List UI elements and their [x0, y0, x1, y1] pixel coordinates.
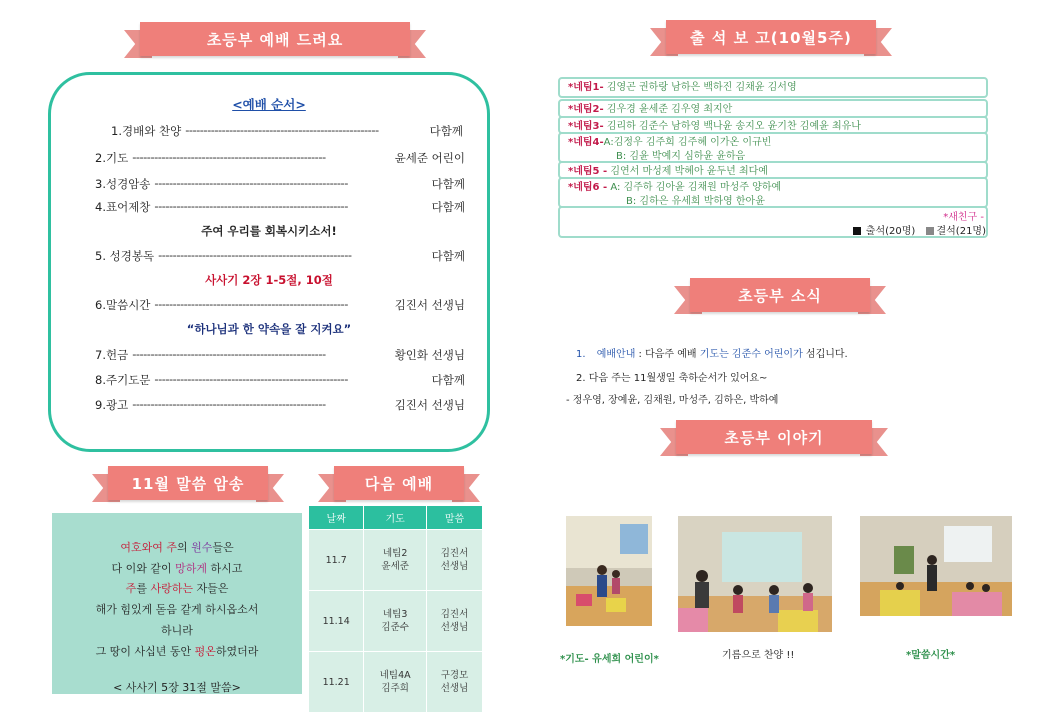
- order-label: 9.광고: [95, 398, 129, 412]
- header-date: 날짜: [309, 506, 364, 530]
- cell-sermon: [426, 591, 482, 652]
- order-person: 다함께: [431, 373, 465, 387]
- team-label: *네팀4-: [568, 137, 604, 148]
- order-row: [95, 297, 465, 313]
- attendance-legend: [851, 222, 986, 237]
- order-person: 황인화 선생님: [394, 348, 465, 362]
- verse-text: 들은: [212, 541, 234, 554]
- verse-text: 하였더라: [215, 645, 259, 658]
- verse-line: 해가 힘있게 돋음 같게 하시옵소서: [95, 603, 259, 616]
- sermon-name: 김진서: [440, 548, 469, 559]
- team-label: *네팀5 -: [568, 166, 608, 177]
- photo-prayer-image: [566, 516, 652, 626]
- team-names: 김영곤 권하랑 남하은 백하진 김채윤 김서영: [603, 82, 797, 93]
- cell-date: 11.21: [309, 652, 364, 713]
- banner-worship-text: 초등부 예배 드려요: [140, 22, 410, 56]
- header-sermon: 말씀: [426, 506, 482, 530]
- attendance-row: [558, 132, 988, 163]
- cell-date: 11.7: [309, 530, 364, 591]
- banner-worship: [140, 22, 410, 56]
- order-person: 김진서 선생님: [394, 298, 465, 312]
- news-highlight: 기도는 김준수 어린이가: [699, 349, 803, 360]
- verse-red: 평온: [194, 645, 216, 658]
- order-dashes: -----------------------------------------------------: [154, 176, 348, 190]
- worship-order-box: [48, 72, 490, 452]
- order-label: 1.경배와 찬양: [111, 124, 182, 138]
- prayer-team: 네팀3: [382, 609, 408, 620]
- order-person: 다함께: [431, 200, 465, 214]
- banner-next: [334, 466, 464, 500]
- attendance-row: [558, 77, 988, 98]
- prayer-person: 김준수: [381, 622, 409, 633]
- table-header-row: [309, 506, 483, 530]
- verse-text: 그 땅이 사십년 동안: [95, 645, 195, 658]
- scripture-text: 사사기 2장 1-5절, 10절: [205, 273, 333, 287]
- verse-text: 의: [177, 541, 192, 554]
- prayer-person: 김주희: [381, 683, 409, 694]
- sermon-name: 구경모: [440, 670, 469, 681]
- verse-red: 사랑하는: [150, 582, 193, 595]
- banner-news: [690, 278, 870, 312]
- team-names: 김리하 김준수 남하영 백나윤 송지오 윤기찬 김예윤 최유나: [603, 121, 861, 132]
- team-names-b: B: 김하은 유세희 박하영 한아윤: [626, 196, 765, 207]
- cell-prayer: [364, 591, 427, 652]
- news-item-3: - 정우영, 장예윤, 김채원, 마성주, 김하은, 박하예: [566, 395, 779, 406]
- table-row: [309, 591, 483, 652]
- banner-news-text: 초등부 소식: [690, 278, 870, 312]
- header-prayer: 기도: [364, 506, 427, 530]
- photo-praise-image: [678, 516, 832, 632]
- cell-prayer: [364, 530, 427, 591]
- table-row: [309, 652, 483, 713]
- photo-prayer: [566, 516, 652, 626]
- order-label: 8.주기도문: [95, 373, 151, 387]
- sermon-title: 선생님: [440, 683, 469, 694]
- banner-verse: [108, 466, 268, 500]
- order-row: [95, 397, 465, 413]
- team-label: *네팀2-: [568, 104, 604, 115]
- news-num: 1.: [576, 349, 586, 360]
- verse-reference: < 사사기 5장 31절 말씀>: [113, 681, 241, 694]
- banner-story-text: 초등부 이야기: [676, 420, 872, 454]
- order-label: 4.표어제창: [95, 200, 151, 214]
- order-dashes: -----------------------------------------------------: [158, 248, 352, 262]
- order-person: 다함께: [429, 124, 463, 138]
- banner-attendance: [666, 20, 876, 54]
- present-count: 출석(20명): [865, 226, 916, 237]
- order-label: 5. 성경봉독: [95, 249, 155, 263]
- photo-caption-sermon: *말씀시간*: [906, 650, 956, 661]
- verse-text: 를: [136, 582, 151, 595]
- sermon-title: 선생님: [440, 622, 469, 633]
- order-dashes: -----------------------------------------------------: [132, 150, 326, 164]
- order-row: [95, 150, 465, 166]
- sermon-title: “하나님과 한 약속을 잘 지켜요”: [186, 322, 352, 336]
- order-row: [95, 248, 465, 264]
- worship-order-title: <예배 순서>: [232, 97, 306, 112]
- team-names: A:김정우 김주희 김주혜 이가온 이규빈: [603, 137, 772, 148]
- order-person: 김진서 선생님: [394, 398, 465, 412]
- cell-prayer: [364, 652, 427, 713]
- verse-purple: 원수: [191, 541, 213, 554]
- order-person: 다함께: [431, 249, 465, 263]
- order-dashes: -----------------------------------------------------: [154, 297, 348, 311]
- news-tail: 섬깁니다.: [802, 349, 848, 360]
- order-dashes: -----------------------------------------------------: [132, 397, 326, 411]
- order-row: [111, 123, 463, 139]
- photo-sermon: [860, 516, 1012, 616]
- sermon-title: 선생님: [440, 561, 469, 572]
- cell-sermon: [426, 530, 482, 591]
- order-row: [95, 176, 465, 192]
- prayer-person: 윤세준: [381, 561, 409, 572]
- attendance-row: [558, 177, 988, 208]
- news-item-2: 2. 다음 주는 11월생일 축하순서가 있어요~: [576, 373, 768, 384]
- verse-line: [52, 580, 302, 596]
- order-label: 6.말씀시간: [95, 298, 151, 312]
- verse-red: 주: [166, 541, 177, 554]
- present-square-icon: [853, 227, 861, 235]
- verse-line: 하니라: [161, 624, 193, 637]
- order-dashes: -----------------------------------------------------: [154, 199, 348, 213]
- prayer-team: 네팀4A: [379, 670, 411, 681]
- order-dashes: -----------------------------------------------------: [154, 372, 348, 386]
- verse-red: 여호와여: [120, 541, 167, 554]
- order-person: 윤세준 어린이: [394, 151, 465, 165]
- order-label: 2.기도: [95, 151, 129, 165]
- order-label: 3.성경암송: [95, 177, 151, 191]
- motto-text: 주여 우리를 회복시키소서!: [201, 224, 337, 238]
- order-row: [95, 347, 465, 363]
- cell-date: 11.14: [309, 591, 364, 652]
- prayer-team: 네팀2: [382, 548, 408, 559]
- team-label: *네팀3-: [568, 121, 604, 132]
- memory-verse-box: [52, 513, 302, 694]
- verse-text: 다 이와 같이: [111, 562, 176, 575]
- order-dashes: -----------------------------------------------------: [132, 347, 326, 361]
- verse-text: 자들은: [192, 582, 229, 595]
- banner-story: [676, 420, 872, 454]
- verse-text: 하시고: [207, 562, 243, 575]
- team-names: 김연서 마성제 박혜아 윤두년 최다예: [607, 166, 768, 177]
- table-row: [309, 530, 483, 591]
- banner-next-text: 다음 예배: [334, 466, 464, 500]
- team-label: *네팀1-: [568, 82, 604, 93]
- verse-line: [52, 643, 302, 659]
- new-friend-label: *새친구 -: [943, 212, 984, 223]
- order-row: [95, 372, 465, 388]
- verse-line: [52, 560, 302, 576]
- next-worship-table: [308, 505, 483, 713]
- news-text: : 다음주 예배: [635, 349, 700, 360]
- banner-attendance-text: 출 석 보 고(10월5주): [666, 20, 876, 54]
- team-names: 김우경 윤세준 김우영 최지안: [603, 104, 733, 115]
- order-label: 7.헌금: [95, 348, 129, 362]
- team-label: *네팀6 -: [568, 182, 608, 193]
- team-names-b: B: 김윤 박예지 심하윤 윤하음: [616, 151, 746, 162]
- photo-caption-prayer: *기도- 유세희 어린이*: [560, 654, 659, 665]
- team-names: A: 김주하 김아윤 김채원 마성주 양하예: [607, 182, 782, 193]
- sermon-name: 김진서: [440, 609, 469, 620]
- photo-praise: [678, 516, 832, 632]
- banner-verse-text: 11월 말씀 암송: [108, 466, 268, 500]
- verse-purple: 망하게: [175, 562, 208, 575]
- order-row: [95, 199, 465, 215]
- news-head: 예배안내: [596, 349, 636, 360]
- photo-sermon-image: [860, 516, 1012, 616]
- cell-sermon: [426, 652, 482, 713]
- order-person: 다함께: [431, 177, 465, 191]
- absent-count: 결석(21명): [936, 226, 986, 237]
- verse-red: 주: [125, 582, 137, 595]
- news-item-1: [576, 345, 848, 360]
- photo-caption-praise: 기름으로 찬양 !!: [722, 650, 795, 661]
- absent-square-icon: [926, 227, 934, 235]
- verse-line: [52, 539, 302, 555]
- order-dashes: -----------------------------------------------------: [185, 123, 379, 137]
